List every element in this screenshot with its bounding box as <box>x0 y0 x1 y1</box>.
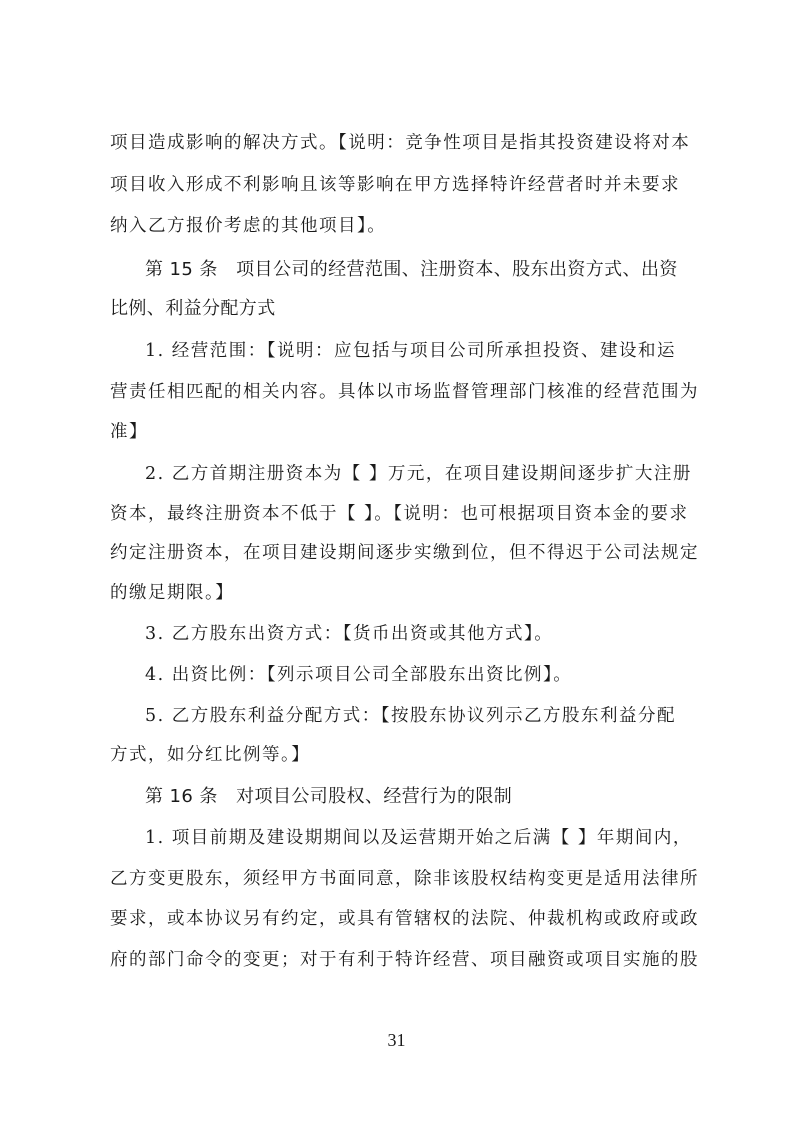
paragraph-line: 乙方变更股东，须经甲方书面同意，除非该股权结构变更是适用法律所 <box>110 869 699 889</box>
item-3-contribution-method: 3. 乙方股东出资方式：【货币出资或其他方式】。 <box>145 624 554 644</box>
paragraph-line: 纳入乙方报价考虑的其他项目】。 <box>110 216 387 236</box>
paragraph-line: 营责任相匹配的相关内容。具体以市场监督管理部门核准的经营范围为 <box>110 382 699 402</box>
paragraph-line: 约定注册资本，在项目建设期间逐步实缴到位，但不得迟于公司法规定 <box>110 543 699 563</box>
paragraph-line: 要求，或本协议另有约定，或具有管辖权的法院、仲裁机构或政府或政 <box>110 909 699 929</box>
article-15-heading-continuation: 比例、利益分配方式 <box>110 298 276 319</box>
paragraph-line: 方式，如分红比例等。】 <box>110 745 311 765</box>
paragraph-line: 资本，最终注册资本不低于【 】。【说明：也可根据项目资本金的要求 <box>110 504 689 524</box>
article-16-heading: 第 16 条 对项目公司股权、经营行为的限制 <box>145 786 513 807</box>
page-number: 31 <box>387 1030 406 1050</box>
paragraph-line: 准】 <box>110 422 148 442</box>
article-15-heading: 第 15 条 项目公司的经营范围、注册资本、股东出资方式、出资 <box>145 259 678 280</box>
paragraph-line: 的缴足期限。】 <box>110 583 235 603</box>
item-5-profit-distribution: 5. 乙方股东利益分配方式：【按股东协议列示乙方股东利益分配 <box>145 706 677 726</box>
item-1-equity-restriction: 1. 项目前期及建设期期间以及运营期开始之后满【 】年期间内， <box>145 828 692 848</box>
paragraph-line: 项目收入形成不利影响且该等影响在甲方选择特许经营者时并未要求 <box>110 175 680 195</box>
paragraph-line: 项目造成影响的解决方式。【说明：竞争性项目是指其投资建设将对本 <box>110 133 691 153</box>
item-1-business-scope: 1. 经营范围：【说明：应包括与项目公司所承担投资、建设和运 <box>145 341 677 361</box>
paragraph-line: 府的部门命令的变更；对于有利于特许经营、项目融资或项目实施的股 <box>110 950 699 970</box>
item-2-registered-capital: 2. 乙方首期注册资本为【 】万元，在项目建设期间逐步扩大注册 <box>145 464 692 484</box>
item-4-contribution-ratio: 4. 出资比例：【列示项目公司全部股东出资比例】。 <box>145 665 573 685</box>
